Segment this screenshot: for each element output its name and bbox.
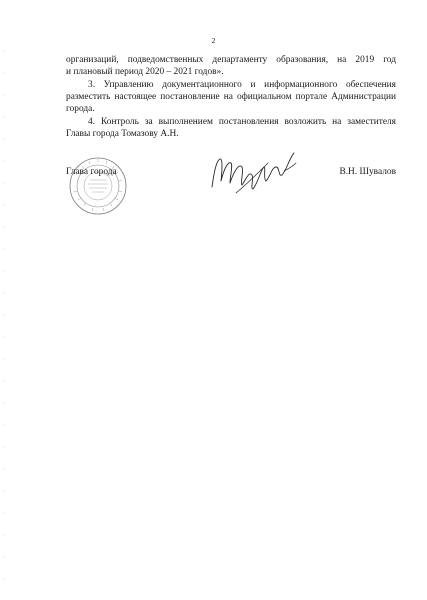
text-line: Главы города Томазову А.Н. [66, 129, 179, 140]
signatory-title: Глава города [66, 167, 117, 177]
text-line: города. [66, 104, 95, 115]
text-line: 3. Управлению документационного и информационного обеспечения [88, 80, 396, 90]
text-line: 4. Контроль за выполнением постановления возложить на заместителя [88, 117, 396, 127]
scan-artifacts [3, 40, 5, 580]
signature-block [66, 165, 396, 225]
text-line: разместить настоящее постановление на официальном портале Администрации [66, 92, 396, 103]
paragraph-item-3 [66, 79, 396, 116]
handwritten-signature-icon [206, 143, 306, 205]
page-number: 2 [211, 36, 216, 45]
paragraph-item-4 [66, 116, 396, 140]
signatory-name: В.Н. Шувалов [339, 167, 396, 177]
text-line: и плановый период 2020 – 2021 годов». [66, 67, 224, 78]
text-line: организаций, подведомственных департаменту образования, на 2019 год [66, 55, 396, 65]
paragraph-continuation [66, 54, 396, 78]
official-stamp-icon [68, 156, 128, 216]
